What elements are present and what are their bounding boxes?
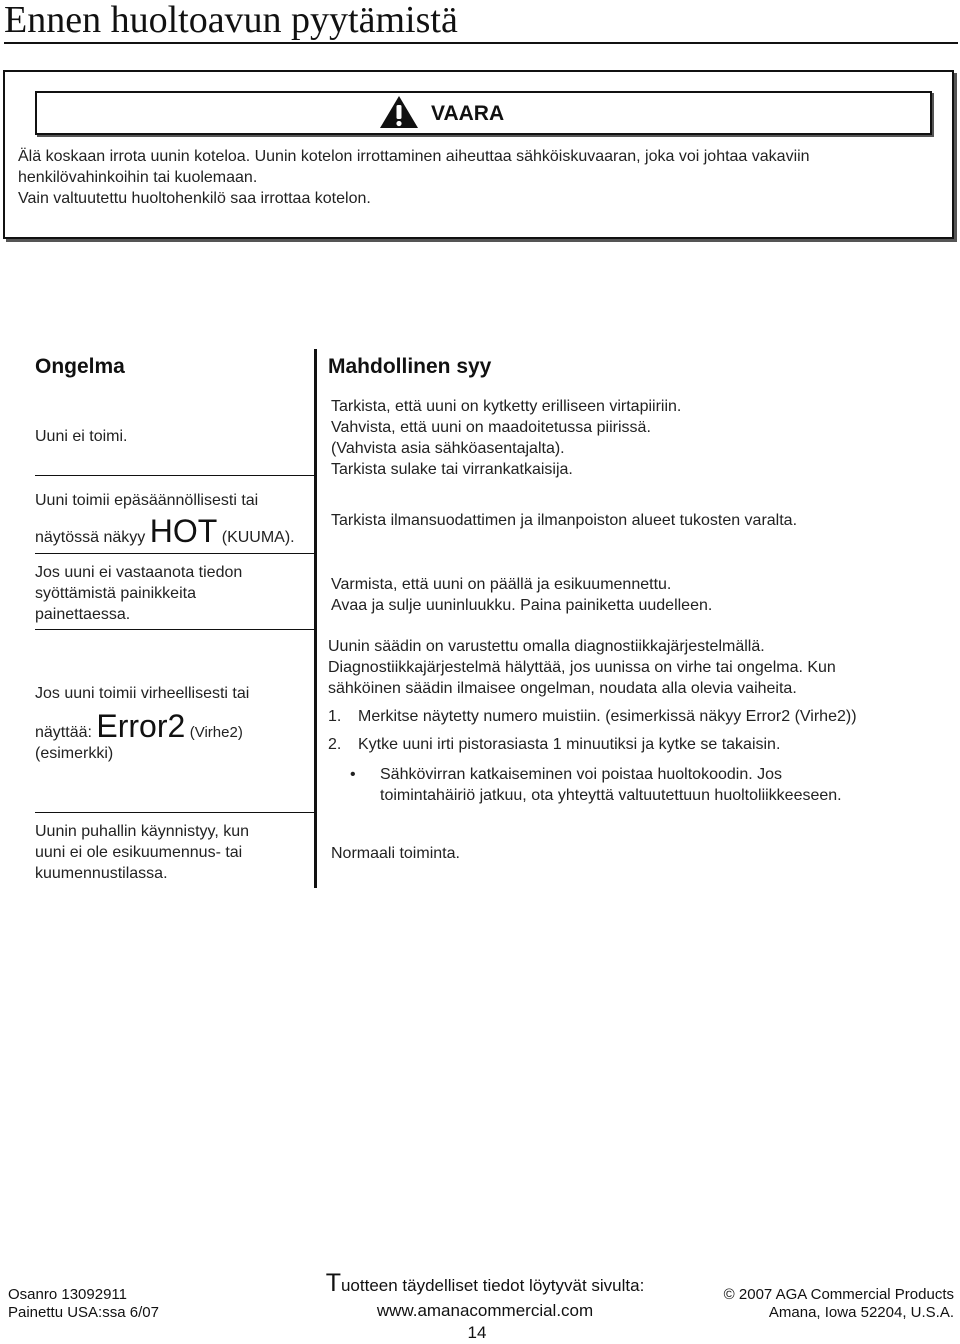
footer-right [724, 1286, 954, 1322]
problem-text: uuni ei ole esikuumennus- tai [35, 844, 243, 861]
website-link[interactable]: www.amanacommercial.com [376, 1301, 594, 1320]
print-info: Painettu USA:ssa 6/07 [8, 1304, 159, 1321]
cause-text: Uunin säädin on varustettu omalla diagnostiikkajärjestelmällä. [328, 638, 765, 655]
problem-cell [35, 562, 242, 625]
problem-text: (Virhe2) [189, 724, 243, 741]
cause-cell [331, 510, 797, 531]
row-divider [35, 475, 314, 476]
step-number: 2. [328, 736, 342, 753]
problem-column-header: Ongelma [35, 355, 125, 378]
problem-text: (esimerkki) [35, 745, 114, 762]
danger-text-line: henkilövahinkoihin tai kuolemaan. [18, 169, 258, 186]
row-divider [35, 812, 314, 813]
problem-text: Jos uuni toimii virheellisesti tai [35, 685, 250, 702]
footer-center [300, 1270, 670, 1344]
danger-warning-box [3, 70, 954, 239]
bullet-note [328, 764, 857, 785]
danger-text-line: Vain valtuutettu huoltohenkilö saa irrottaa kotelon. [18, 190, 371, 207]
step-number: 1. [328, 708, 342, 725]
drop-cap: T [325, 1269, 341, 1297]
numbered-step [328, 706, 857, 727]
cause-text: Varmista, että uuni on päällä ja esikuumennettu. [331, 576, 672, 593]
problem-text: (KUUMA). [221, 529, 295, 546]
problem-cell [35, 490, 295, 548]
column-divider [314, 349, 317, 888]
part-number: Osanro 13092911 [8, 1286, 127, 1303]
problem-cell [35, 821, 249, 884]
problem-text: Uuni ei toimi. [35, 428, 128, 445]
cause-text: Normaali toiminta. [331, 845, 460, 862]
bullet-note-continued [328, 785, 857, 806]
footer-left [8, 1286, 159, 1322]
cause-text: Avaa ja sulje uuninluukku. Paina painiketta uudelleen. [331, 597, 713, 614]
bullet-text: toimintahäiriö jatkuu, ota yhteyttä valtuutettuun huoltoliikkeeseen. [380, 787, 842, 804]
footer-info-text: uotteen täydelliset tiedot löytyvät sivulta: [340, 1276, 645, 1295]
row-divider [35, 629, 314, 630]
problem-hot-line [35, 515, 295, 548]
danger-text [18, 146, 938, 209]
title-underline [4, 42, 958, 44]
cause-text: Tarkista ilmansuodattimen ja ilmanpoiston alueet tukosten varalta. [331, 512, 798, 529]
problem-text: Jos uuni ei vastaanota tiedon [35, 564, 243, 581]
cause-text: Diagnostiikkajärjestelmä hälyttää, jos uunissa on virhe tai ongelma. Kun [328, 659, 836, 676]
cause-cell [331, 396, 681, 480]
problem-error-line [35, 710, 249, 743]
cause-cell [331, 574, 712, 616]
cause-text: Tarkista sulake tai virrankatkaisija. [331, 461, 573, 478]
page-title: Ennen huoltoavun pyytämistä [4, 0, 458, 41]
display-code-error2: Error2 [96, 708, 186, 744]
display-code-hot: HOT [149, 513, 218, 549]
problem-text: näytössä näkyy [35, 529, 146, 546]
bullet-text: Sähkövirran katkaiseminen voi poistaa huoltokoodin. Jos [380, 766, 783, 783]
cause-text: (Vahvista asia sähköasentajalta). [331, 440, 565, 457]
row-divider [35, 553, 314, 554]
cause-cell [328, 636, 857, 806]
step-text: Merkitse näytetty numero muistiin. (esimerkissä näkyy Error2 (Virhe2)) [358, 708, 857, 725]
problem-cell [35, 426, 127, 447]
page-number: 14 [467, 1323, 487, 1342]
footer-info-line [300, 1270, 670, 1299]
cause-text: Tarkista, että uuni on kytketty erilliseen virtapiiriin. [331, 398, 682, 415]
cause-cell [331, 843, 460, 864]
warning-triangle-icon [379, 95, 419, 129]
step-text: Kytke uuni irti pistorasiasta 1 minuutiksi ja kytke se takaisin. [358, 736, 781, 753]
problem-text: painettaessa. [35, 606, 131, 623]
copyright: © 2007 AGA Commercial Products [723, 1286, 954, 1303]
problem-cell [35, 683, 249, 764]
address: Amana, Iowa 52204, U.S.A. [768, 1304, 954, 1321]
problem-text: syöttämistä painikkeita [35, 585, 196, 602]
danger-text-line: Älä koskaan irrota uunin koteloa. Uunin kotelon irrottaminen aiheuttaa sähköiskuvaaran, joka voi johtaa vakaviin [18, 148, 810, 165]
danger-label: VAARA [431, 102, 505, 125]
cause-column-header: Mahdollinen syy [328, 355, 492, 378]
cause-text: Vahvista, että uuni on maadoitetussa piirissä. [331, 419, 651, 436]
numbered-step [328, 734, 857, 755]
cause-text: sähköinen säädin ilmaisee ongelman, noudata alla olevia vaiheita. [328, 680, 797, 697]
danger-header [35, 91, 932, 135]
problem-text: näyttää: [35, 724, 92, 741]
problem-text: Uunin puhallin käynnistyy, kun [35, 823, 250, 840]
bullet-icon: • [350, 766, 356, 783]
problem-text: kuumennustilassa. [35, 865, 168, 882]
problem-text: Uuni toimii epäsäännöllisesti tai [35, 492, 259, 509]
